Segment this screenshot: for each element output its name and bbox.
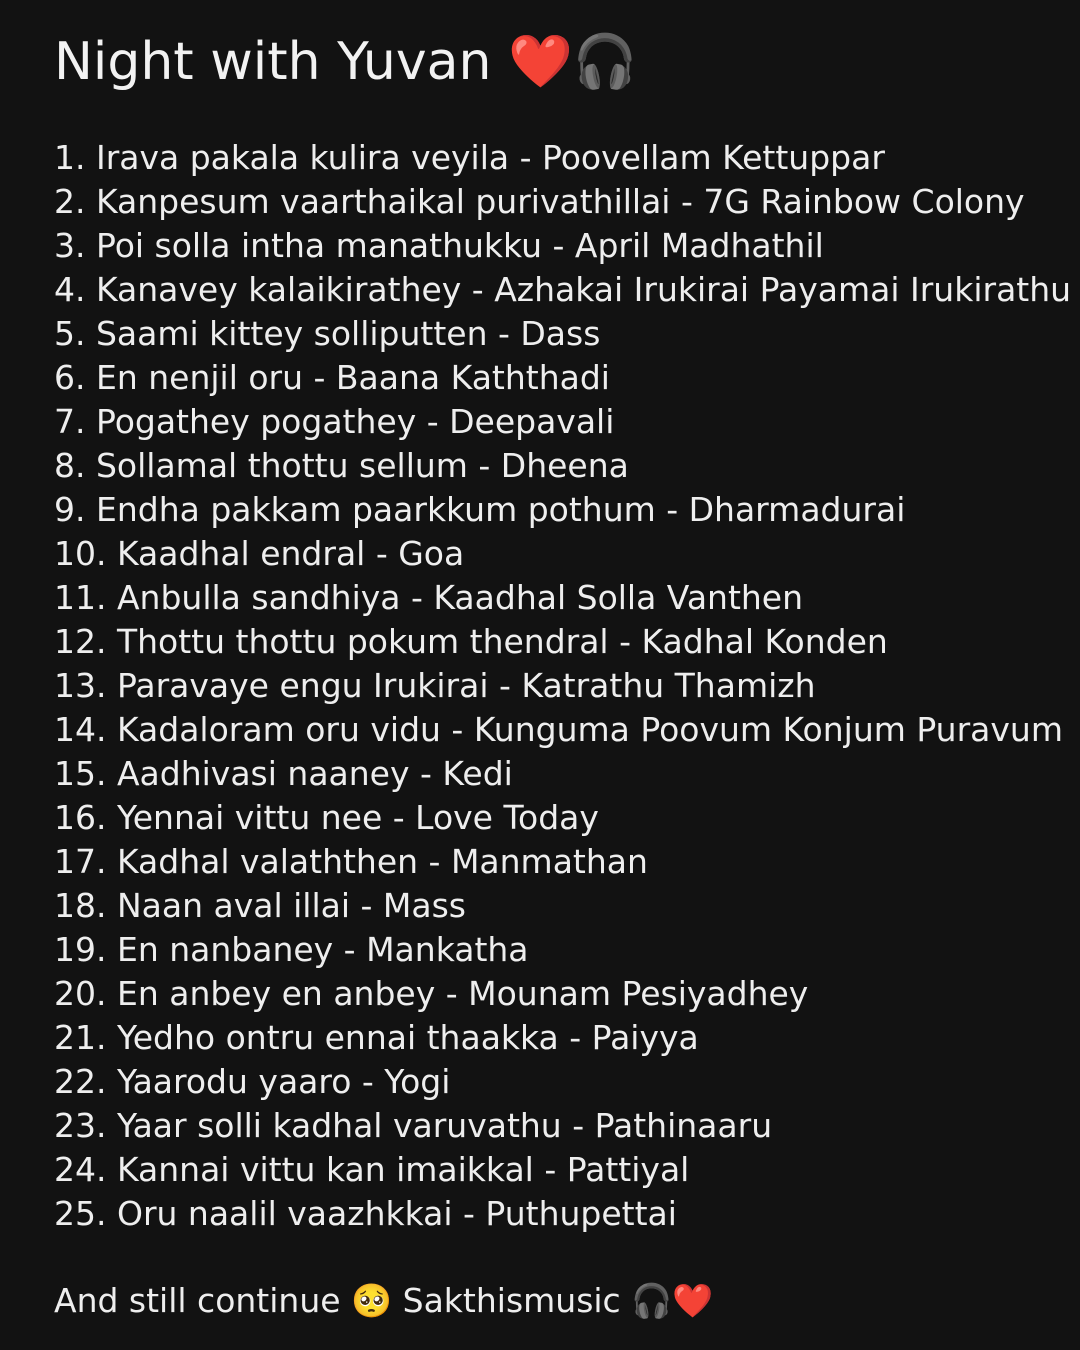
note-footer <box>54 1279 713 1323</box>
list-item: 13. Paravaye engu Irukirai - Katrathu Thamizh <box>54 666 816 705</box>
song-list <box>54 136 1071 1236</box>
list-item: 3. Poi solla intha manathukku - April Madhathil <box>54 226 824 265</box>
list-item: 19. En nanbaney - Mankatha <box>54 930 529 969</box>
list-item: 1. Irava pakala kulira veyila - Poovellam Kettuppar <box>54 138 885 177</box>
list-item: 7. Pogathey pogathey - Deepavali <box>54 402 615 441</box>
list-item: 15. Aadhivasi naaney - Kedi <box>54 754 513 793</box>
list-item: 2. Kanpesum vaarthaikal purivathillai - 7G Rainbow Colony <box>54 182 1025 221</box>
list-item: 23. Yaar solli kadhal varuvathu - Pathinaaru <box>54 1106 773 1145</box>
pleading-face-icon: 🥺 <box>351 1281 393 1320</box>
list-item: 9. Endha pakkam paarkkum pothum - Dharmadurai <box>54 490 906 529</box>
footer-text: And still continue <box>54 1281 341 1320</box>
footer-author: Sakthismusic <box>402 1281 621 1320</box>
list-item: 22. Yaarodu yaaro - Yogi <box>54 1062 451 1101</box>
list-item: 18. Naan aval illai - Mass <box>54 886 467 925</box>
heart-icon: ❤️ <box>672 1281 714 1320</box>
list-item: 14. Kadaloram oru vidu - Kunguma Poovum Konjum Puravum <box>54 710 1063 749</box>
list-item: 17. Kadhal valaththen - Manmathan <box>54 842 648 881</box>
list-item: 8. Sollamal thottu sellum - Dheena <box>54 446 629 485</box>
list-item: 12. Thottu thottu pokum thendral - Kadhal Konden <box>54 622 888 661</box>
list-item: 20. En anbey en anbey - Mounam Pesiyadhey <box>54 974 809 1013</box>
list-item: 10. Kaadhal endral - Goa <box>54 534 465 573</box>
list-item: 25. Oru naalil vaazhkkai - Puthupettai <box>54 1194 677 1233</box>
heart-icon: ❤️ <box>507 32 573 92</box>
headphones-icon: 🎧 <box>572 32 638 92</box>
list-item: 21. Yedho ontru ennai thaakka - Paiyya <box>54 1018 699 1057</box>
list-item: 16. Yennai vittu nee - Love Today <box>54 798 599 837</box>
list-item: 4. Kanavey kalaikirathey - Azhakai Irukirai Payamai Irukirathu <box>54 270 1072 309</box>
list-item: 24. Kannai vittu kan imaikkal - Pattiyal <box>54 1150 690 1189</box>
headphones-icon: 🎧 <box>631 1281 673 1320</box>
title-text: Night with Yuvan <box>54 32 492 92</box>
list-item: 6. En nenjil oru - Baana Kaththadi <box>54 358 610 397</box>
list-item: 11. Anbulla sandhiya - Kaadhal Solla Vanthen <box>54 578 804 617</box>
note-title <box>54 28 637 96</box>
list-item: 5. Saami kittey sollіputten - Dass <box>54 314 601 353</box>
